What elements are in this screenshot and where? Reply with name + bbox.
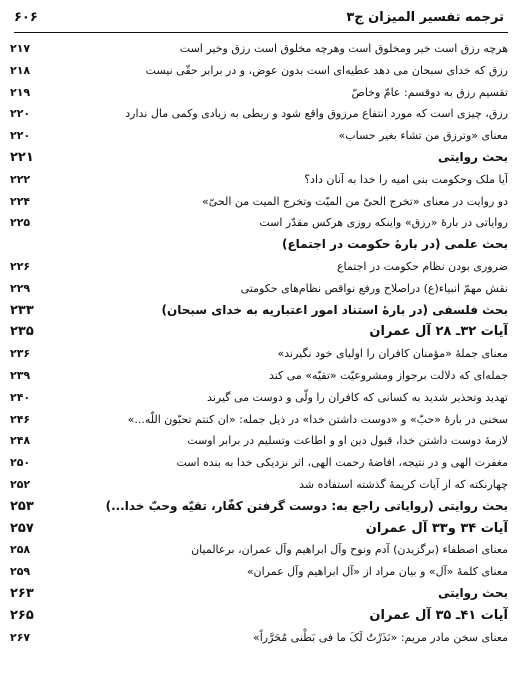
toc-entry-text: لازمۀ دوست داشتن خدا، قبول دین او و اطاعت وتسلیم در برابر اوست [187, 434, 508, 448]
toc-page-number: ۲۶۳ [10, 585, 34, 601]
toc-section [10, 583, 508, 605]
toc-entry [10, 387, 508, 409]
header-rule [14, 32, 508, 33]
toc-page-number: ۲۱۸ [10, 63, 31, 77]
toc-entry-text: چهارنکته که از آیات کریمۀ گذشته استفاده شد [299, 477, 508, 491]
toc-entry-text: آیا ملک وحکومت بنی امیه را خدا به آنان داد؟ [304, 172, 508, 186]
toc-entry [10, 38, 508, 60]
toc-page-number: ۲۵۲ [10, 477, 31, 491]
toc-entry-text: آیات ۴۱ـ ۳۵ آل عمران [369, 607, 508, 623]
table-of-contents [10, 38, 508, 648]
toc-entry-text: بحث فلسفی (در بارۀ استناد امور اعتباریه به خدای سبحان) [161, 302, 508, 317]
toc-heading [10, 321, 508, 343]
toc-entry-text: آیات ۳۲ـ ۲۸ آل عمران [369, 324, 508, 340]
toc-entry [10, 278, 508, 300]
toc-page-number: ۲۴۶ [10, 412, 31, 426]
toc-page-number: ۲۳۹ [10, 368, 31, 382]
toc-entry [10, 125, 508, 147]
toc-entry [10, 627, 508, 649]
toc-entry [10, 191, 508, 213]
page-number: ۶۰۶ [14, 10, 38, 25]
toc-section [10, 147, 508, 169]
toc-heading [10, 605, 508, 627]
toc-page-number: ۲۵۸ [10, 543, 31, 557]
toc-page-number: ۲۲۵ [10, 216, 31, 230]
toc-entry [10, 169, 508, 191]
toc-entry-text: بحث روایتی [437, 149, 508, 164]
toc-entry [10, 103, 508, 125]
toc-entry-text: ضروری بودن نظام حکومت در اجتماع [336, 259, 508, 273]
toc-entry [10, 409, 508, 431]
toc-entry-text: تقسیم رزق به دوقسم: عامّ وخاصّ [351, 85, 508, 99]
toc-entry-text: بحث روایتی [437, 585, 508, 600]
toc-section [10, 234, 508, 256]
toc-heading [10, 518, 508, 540]
page-header [14, 10, 504, 30]
toc-page-number: ۲۵۹ [10, 565, 31, 579]
toc-entry [10, 60, 508, 82]
toc-page-number: ۲۲۰ [10, 107, 31, 121]
toc-page-number: ۲۲۶ [10, 259, 31, 273]
toc-entry-text: هرچه رزق است خیر ومخلوق است وهرچه مخلوق است رزق وخیر است [179, 42, 508, 55]
running-title: ترجمه تفسیر المیزان ج۳ [346, 10, 504, 25]
toc-page-number: ۲۳۵ [10, 324, 34, 340]
toc-page-number: ۲۵۷ [10, 520, 34, 536]
toc-entry-text: معنای کلمۀ «آل» و بیان مراد از «آل ابراهیم وآل عمران» [246, 565, 508, 579]
toc-page-number: ۲۴۰ [10, 390, 31, 404]
toc-page-number: ۲۲۰ [10, 129, 31, 143]
toc-page-number: ۲۲۹ [10, 281, 31, 295]
toc-entry-text: مغفرت الهی و در نتیجه، افاضۀ رحمت الهی، اثر نزدیکی خدا به بنده است [176, 456, 508, 470]
toc-entry [10, 452, 508, 474]
toc-section [10, 300, 508, 322]
toc-entry-text: دو روایت در معنای «تخرج الحیّ من المیّت وتخرج المیت من الحیّ» [201, 194, 508, 208]
toc-page-number: ۲۱۹ [10, 85, 31, 99]
toc-entry-text: بحث علمی (در بارۀ حکومت در اجتماع) [281, 237, 508, 252]
toc-entry [10, 561, 508, 583]
toc-entry-text: معنای اصطفاء (برگزیدن) آدم ونوح وآل ابراهیم وآل عمران، برعالمیان [191, 543, 508, 557]
toc-page-number: ۲۳۳ [10, 302, 34, 318]
toc-page-number: ۲۴۸ [10, 434, 31, 448]
toc-entry-text: جمله‌ای که دلالت برجواز ومشروعیّت «تقیّه» می کند [268, 368, 508, 382]
toc-entry [10, 430, 508, 452]
toc-entry [10, 82, 508, 104]
toc-page-number: ۲۶۵ [10, 607, 34, 623]
toc-entry [10, 343, 508, 365]
toc-entry [10, 256, 508, 278]
toc-entry-text: معنای سخن مادر مریم: «نَذَرْتُ لَکَ ما فی بَطْنی مُحَرَّراً» [253, 630, 508, 644]
toc-page-number: ۲۳۶ [10, 347, 31, 361]
toc-page-number: ۲۵۰ [10, 456, 31, 470]
toc-page-number: ۲۶۷ [10, 630, 31, 644]
toc-entry-text: آیات ۳۴ و۳۳ آل عمران [365, 520, 508, 536]
toc-page-number: ۲۱۷ [10, 42, 31, 55]
toc-entry-text: رزق، چیزی است که مورد انتفاع مرزوق واقع شود و ربطی به زیادی وکمی مال ندارد [125, 107, 508, 121]
toc-entry [10, 539, 508, 561]
toc-entry-text: نقش مهمّ انبیاء(ع) دراصلاح ورفع نواقص نظام‌های حکومتی [240, 281, 508, 295]
toc-page-number: ۲۲۱ [10, 149, 34, 165]
toc-entry-text: روایاتی در بارۀ «رزق» واینکه روزی هرکس مقدّر است [259, 216, 508, 230]
toc-page-number: ۲۲۲ [10, 172, 31, 186]
toc-entry [10, 474, 508, 496]
toc-section [10, 496, 508, 518]
toc-page-number: ۲۵۳ [10, 498, 34, 514]
toc-entry-text: معنای جملۀ «مؤمنان کافران را اولیای خود نگیرند» [277, 347, 508, 361]
toc-entry-text: سخنی در بارۀ «حبّ» و «دوست داشتن خدا» در ذیل جمله: «ان کنتم تحبّون اللّه...» [127, 412, 508, 426]
toc-entry-text: معنای «وترزق من تشاء بغیر حساب» [338, 129, 508, 143]
toc-page-number: ۲۲۴ [10, 194, 31, 208]
toc-entry [10, 212, 508, 234]
toc-entry-text: بحث روایتی (روایاتی راجع به: دوست گرفتن کفّار، تقیّه وحبّ خدا...) [105, 498, 508, 513]
toc-entry-text: رزق که خدای سبحان می دهد عطیه‌ای است بدون عوض، و در برابر حقّی نیست [145, 63, 508, 77]
toc-entry [10, 365, 508, 387]
toc-entry-text: تهدید وتحذیر شدید به کسانی که کافران را ولّی و دوست می گیرند [207, 390, 508, 404]
